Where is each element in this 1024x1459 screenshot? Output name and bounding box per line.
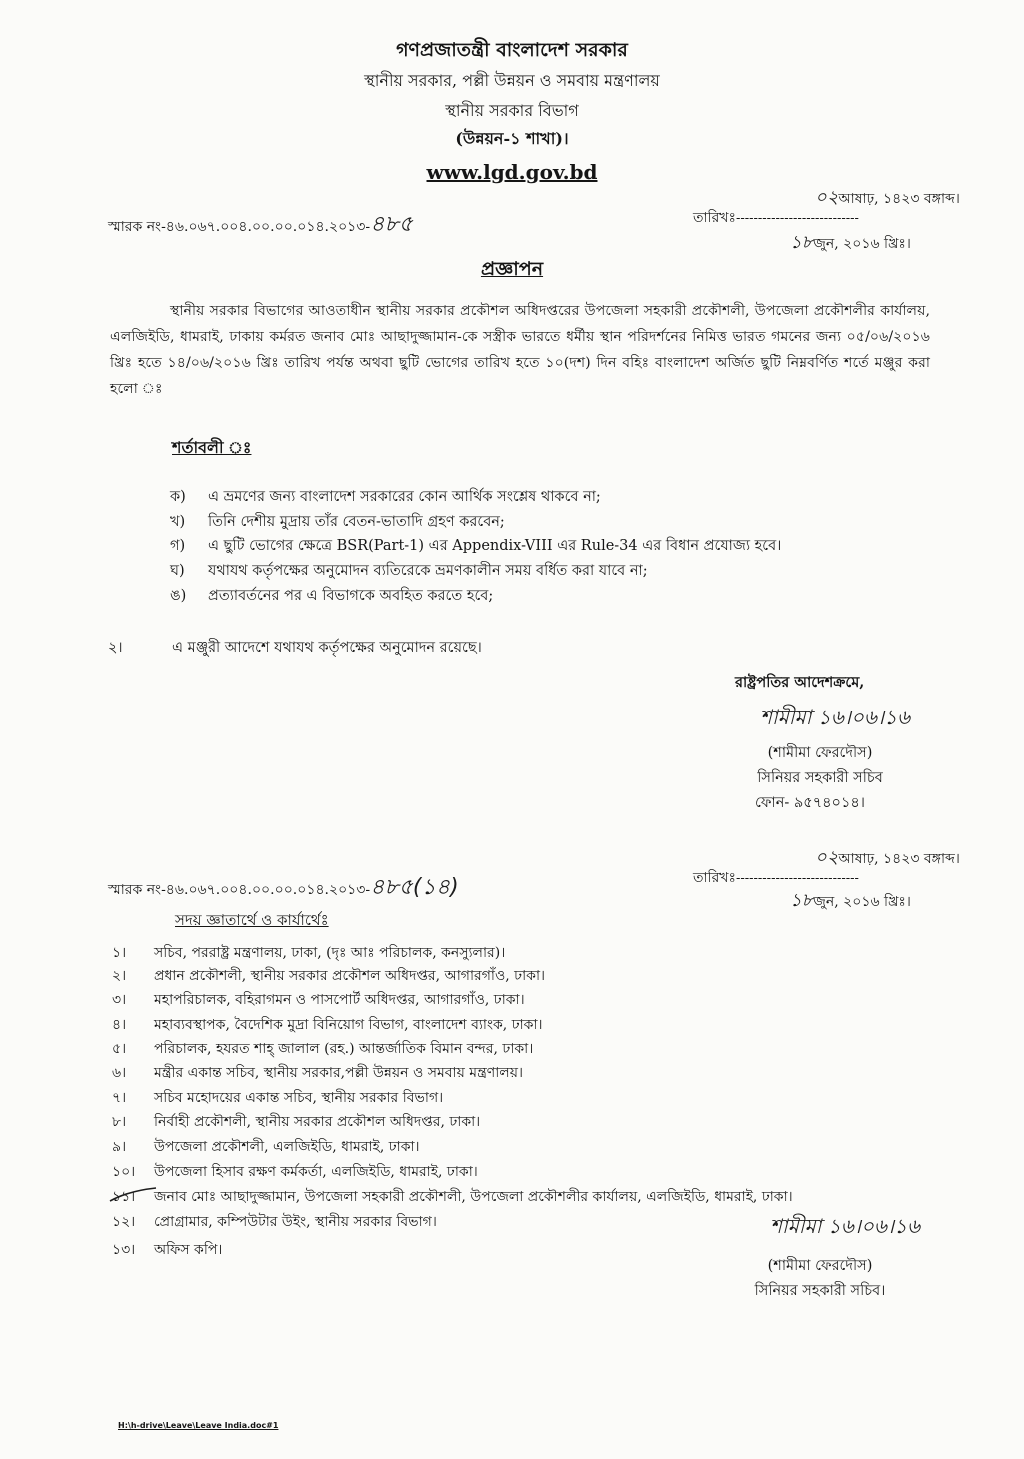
distribution-item: ৬। মন্ত্রীর একান্ত সচিব, স্থানীয় সরকার,পল্লী উন্নয়ন ও সমবায় মন্ত্রণালয়। [112,1065,523,1081]
condition-item: গ) এ ছুটি ভোগের ক্ষেত্রে BSR(Part-1) এর Appendix-VIII এর Rule-34 এর বিধান প্রযোজ্য হবে। [170,538,782,554]
branch-name: (উন্নয়ন-১ শাখা)। [455,129,569,148]
memo-2-date-bangla-text: আষাঢ়, ১৪২৩ বঙ্গাব্দ। [838,851,960,867]
memo-2-date-dash: ---------------------------- [735,871,859,886]
distribution-item: ৭। সচিব মহোদয়ের একান্ত সচিব, স্থানীয় সরকার বিভাগ। [112,1090,444,1106]
memo-ref-1-prefix: স্মারক নং-৪৬.০৬৭.০০৪.০০.০০.০১৪.২০১৩- [108,219,371,235]
memo-ref-1 [108,207,413,244]
memo-1-date-en-hand: ১৮ [790,232,814,253]
memo-ref-2-prefix: স্মারক নং-৪৬.০৬৭.০০৪.০০.০০.০১৪.২০১৩- [108,882,371,898]
memo-2-date-en-hand: ১৮ [790,890,814,911]
condition-item: ঙ) প্রত্যাবর্তনের পর এ বিভাগকে অবহিত করতে হবে; [170,588,494,604]
signatory-2-name: (শামীমা ফেরদৌস) [767,1258,873,1274]
file-path-footer: H:\h-drive\Leave\Leave India.doc#1 [118,1421,279,1430]
distribution-item: ১২। প্রোগ্রামার, কম্পিউটার উইং, স্থানীয় সরকার বিভাগ। [112,1214,437,1230]
condition-item: ঘ) যথাযথ কর্তৃপক্ষের অনুমোদন ব্যতিরেকে ভ্রমণকালীন সময় বর্ধিত করা যাবে না; [170,563,648,579]
distribution-item: ৩। মহাপরিচালক, বহিরাগমন ও পাসপোর্ট অধিদপ্তর, আগারগাঁও, ঢাকা। [112,992,525,1008]
division-name: স্থানীয় সরকার বিভাগ [445,101,579,120]
memo-2-date-en-text: জুন, ২০১৬ খ্রিঃ। [813,894,911,910]
signatory-1-designation: সিনিয়র সহকারী সচিব [757,770,883,786]
tick-mark-icon [108,1185,158,1205]
distribution-item: ৪। মহাব্যবস্থাপক, বৈদেশিক মুদ্রা বিনিয়োগ বিভাগ, বাংলাদেশ ব্যাংক, ঢাকা। [112,1017,543,1033]
president-order-line: রাষ্ট্রপতির আদেশক্রমে, [735,674,865,691]
signatory-2-designation: সিনিয়র সহকারী সচিব। [754,1283,886,1299]
distribution-item: ১০। উপজেলা হিসাব রক্ষণ কর্মকর্তা, এলজিইডি, ধামরাই, ঢাকা। [112,1164,478,1180]
website-link[interactable]: www.lgd.gov.bd [426,160,598,184]
distribution-item: ১১। জনাব মোঃ আছাদুজ্জামান, উপজেলা সহকারী প্রকৌশলী, উপজেলা প্রকৌশলীর কার্যালয়, এলজিইডি, ধামরাই, ঢাকা। [112,1189,793,1205]
memo-1-date-dash: ---------------------------- [735,211,859,226]
condition-item: খ) তিনি দেশীয় মুদ্রায় তাঁর বেতন-ভাতাদি গ্রহণ করবেন; [170,514,505,530]
memo-1-date-en-text: জুন, ২০১৬ খ্রিঃ। [813,236,911,252]
memo-ref-2-handwritten: ৪৮৫(১৪) [370,875,459,900]
signature-2-handwritten: শামীমা ১৬।০৬।১৬ [770,1214,920,1238]
memo-2-date-bangla-hand: ০২ [815,847,839,868]
signatory-1-name: (শামীমা ফেরদৌস) [767,745,873,761]
condition-item: ক) এ ভ্রমণের জন্য বাংলাদেশ সরকারের কোন আর্থিক সংশ্লেষ থাকবে না; [170,489,601,505]
memo-ref-1-handwritten: ৪৮৫ [370,212,413,237]
memo-2-date-label: তারিখঃ [693,870,736,886]
notification-title: প্রজ্ঞাপন [480,258,544,280]
signature-1-handwritten: শামীমা ১৬।০৬।১৬ [760,705,910,729]
para-2-text: এ মঞ্জুরী আদেশে যথাযথ কর্তৃপক্ষের অনুমোদন রয়েছে। [172,640,482,656]
distribution-heading: সদয় জ্ঞাতার্থে ও কার্যার্থেঃ [175,911,329,929]
ministry-name: স্থানীয় সরকার, পল্লী উন্নয়ন ও সমবায় মন্ত্রণালয় [364,71,660,90]
memo-ref-2 [108,870,459,907]
para-2-number: ২। [108,640,123,656]
distribution-item: ৯। উপজেলা প্রকৌশলী, এলজিইডি, ধামরাই, ঢাকা। [112,1139,420,1155]
distribution-item: ১৩। অফিস কপি। [112,1242,223,1258]
memo-1-date-line [693,206,859,230]
signatory-1-phone: ফোন- ৯৫৭৪০১৪। [755,795,865,811]
memo-2-date-en [790,886,911,917]
conditions-heading: শর্তাবলী ঃ [172,438,252,457]
memo-1-date-bangla-hand: ০২ [815,187,839,208]
distribution-item: ৮। নির্বাহী প্রকৌশলী, স্থানীয় সরকার প্রকৌশল অধিদপ্তর, ঢাকা। [112,1114,481,1130]
memo-1-date-label: তারিখঃ [693,210,736,226]
distribution-item: ২। প্রধান প্রকৌশলী, স্থানীয় সরকার প্রকৌশল অধিদপ্তর, আগারগাঁও, ঢাকা। [112,968,546,984]
govt-name: গণপ্রজাতন্ত্রী বাংলাদেশ সরকার [396,39,628,61]
notification-body: স্থানীয় সরকার বিভাগের আওতাধীন স্থানীয় সরকার প্রকৌশল অধিদপ্তরের উপজেলা সহকারী প্রকৌশলী, উপজেলা প্রকৌশলীর কার্যালয়, এলজিইডি, ধামরাই, ঢাকায় কর্মরত জনাব মোঃ আছাদুজ্জামান-কে সস্ত্রীক ভারতে ধর্মীয় স্থান পরিদর্শনের নিমিত্ত ভারত গমনের জন্য ০৫/০৬/২০১৬ খ্রিঃ হতে ১৪/০৬/২০১৬ খ্রিঃ তারিখ পর্যন্ত অথবা ছুটি ভোগের তারিখ হতে ১০(দশ) দিন বহিঃ বাংলাদেশ অর্জিত ছুটি নিম্নবর্ণিত শর্তে মঞ্জুর করা হলো ঃ [110,303,930,397]
distribution-item: ৫। পরিচালক, হযরত শাহ্‌ জালাল (রহ.) আন্তর্জাতিক বিমান বন্দর, ঢাকা। [112,1041,534,1057]
memo-1-date-bangla-text: আষাঢ়, ১৪২৩ বঙ্গাব্দ। [838,191,960,207]
distribution-item: ১। সচিব, পররাষ্ট্র মন্ত্রণালয়, ঢাকা, (দৃঃ আঃ পরিচালক, কনস্যুলার)। [112,945,506,961]
